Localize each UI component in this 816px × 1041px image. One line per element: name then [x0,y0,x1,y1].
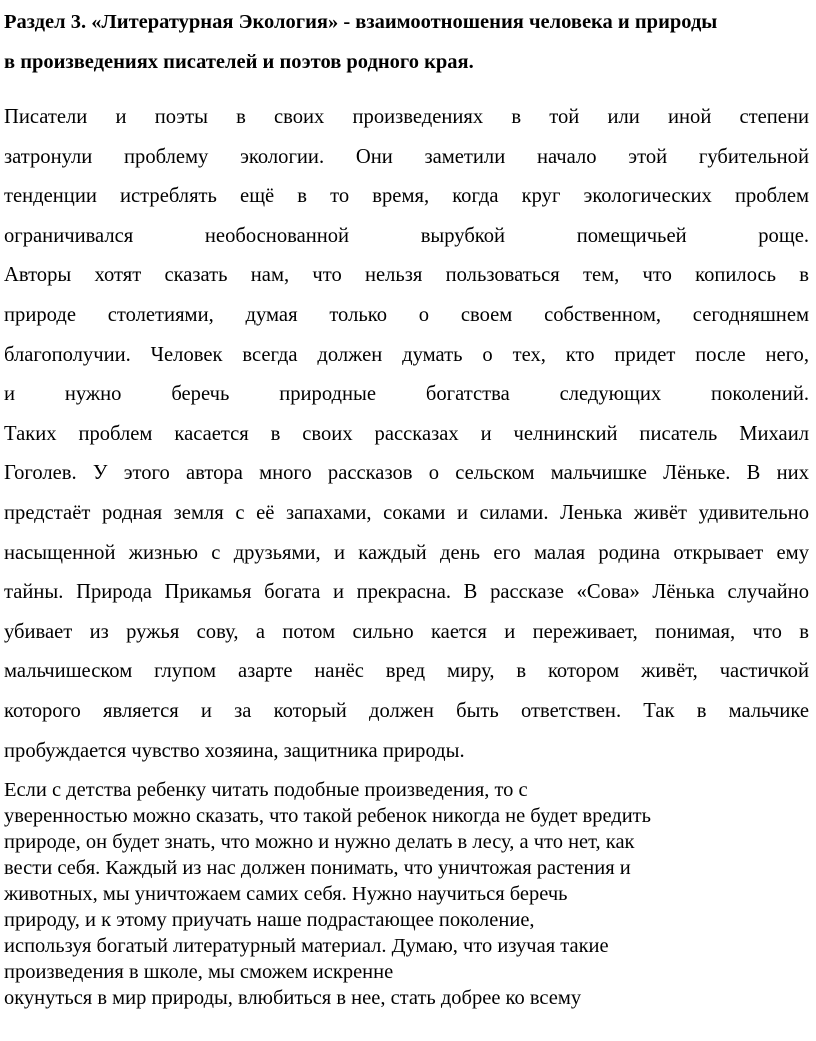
text-line: Гоголев. У этого автора много рассказов о сельском мальчишке Лёньке. В них [4,462,809,485]
text-line: благополучии. Человек всегда должен думать о тех, кто придет после него, [4,343,809,366]
text-line: вести себя. Каждый из нас должен понимать, что уничтожая растения и [4,857,631,879]
text-line: затронули проблему экологии. Они заметили начало этой губительной [4,145,809,168]
paragraph-conclusion [4,777,809,1011]
text-line: мальчишеском глупом азарте нанёс вред миру, в котором живёт, частичкой [4,660,809,683]
text-line: животных, мы уничтожаем самих себя. Нужно научиться беречь [4,883,568,905]
heading-line: Раздел 3. «Литературная Экология» - взаимоотношения человека и природы [4,11,718,33]
text-line: Писатели и поэты в своих произведениях в той или иной степени [4,106,809,128]
text-line: уверенностью можно сказать, что такой ребенок никогда не будет вредить [4,805,651,827]
heading-line: в произведениях писателей и поэтов родного края. [4,51,474,73]
text-line: насыщенной жизнью с друзьями, и каждый день его малая родина открывает ему [4,541,809,564]
text-line: убивает из ружья сову, а потом сильно кается и переживает, понимая, что в [4,620,809,643]
text-line: используя богатый литературный материал. Думаю, что изучая такие [4,935,609,957]
text-line: природе, он будет знать, что можно и нужно делать в лесу, а что нет, как [4,831,635,853]
text-line: природу, и к этому приучать наше подрастающее поколение, [4,909,535,931]
text-line: Авторы хотят сказать нам, что нельзя пользоваться тем, что копилось в [4,264,809,287]
text-line: тайны. Природа Прикамья богата и прекрасна. В рассказе «Сова» Лёнька случайно [4,581,809,604]
text-line: тенденции истреблять ещё в то время, когда круг экологических проблем [4,185,809,208]
text-line: природе столетиями, думая только о своем собственном, сегодняшнем [4,303,809,326]
text-line: и нужно беречь природные богатства следующих поколений. [4,383,809,406]
text-line: произведения в школе, мы сможем искренне [4,961,394,983]
text-line: предстаёт родная земля с её запахами, соками и силами. Ленька живёт удивительно [4,501,809,524]
section-heading [4,2,809,82]
text-line: окунуться в мир природы, влюбиться в нее, стать добрее ко всему [4,987,582,1009]
paragraph-main [4,98,809,771]
text-line: Таких проблем касается в своих рассказах и челнинский писатель Михаил [4,422,809,445]
text-line: которого является и за который должен быть ответствен. Так в мальчике [4,699,809,722]
text-line: пробуждается чувство хозяина, защитника природы. [4,739,465,762]
text-line: ограничивался необоснованной вырубкой помещичьей роще. [4,224,809,247]
text-line: Если с детства ребенку читать подобные произведения, то с [4,779,528,801]
